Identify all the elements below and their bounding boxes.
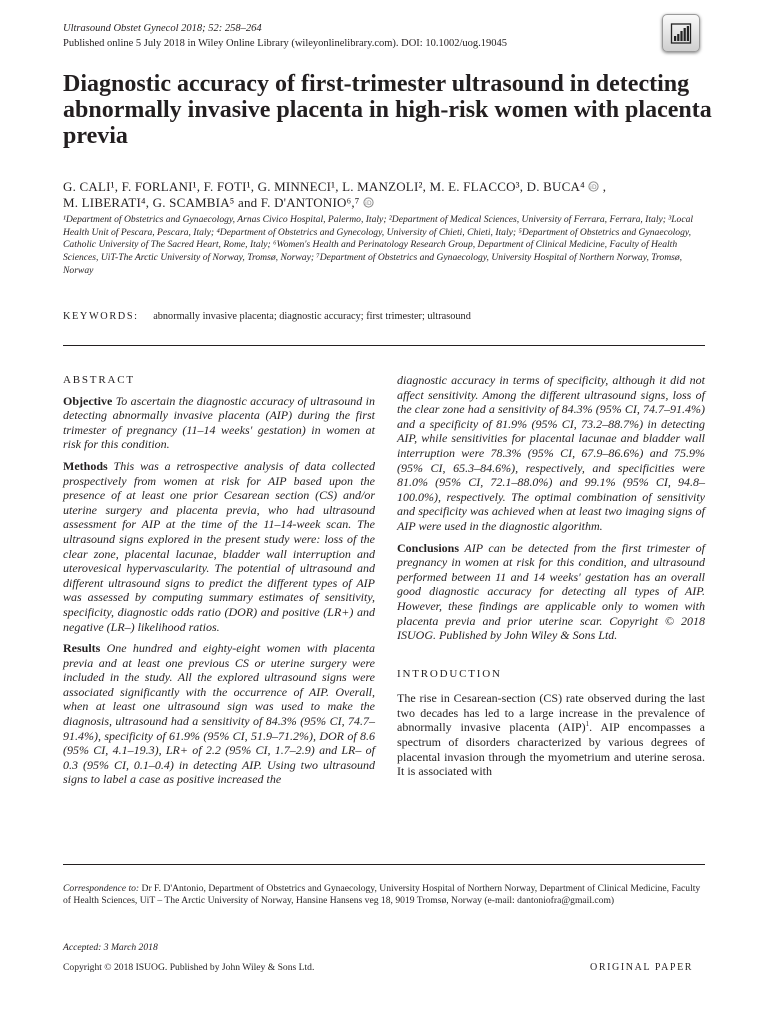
- authors-line-2-text: M. LIBERATI⁴, G. SCAMBIA⁵ and F. D'ANTONIO⁶,⁷: [63, 195, 360, 210]
- accepted-date: Accepted: 3 March 2018: [63, 942, 158, 953]
- introduction-text-continued: . AIP encompasses a spectrum of disorders characterized by various degrees of placental invasion through the myometrium and uterine serosa. It is associated with: [397, 720, 705, 779]
- svg-text:iD: iD: [365, 200, 372, 207]
- abstract-results: [63, 641, 375, 787]
- keywords: [63, 310, 708, 323]
- affiliations: ¹Department of Obstetrics and Gynaecology, Arnas Civico Hospital, Palermo, Italy; ²Department of Medical Sciences, University of Ferrara, Ferrara, Italy; ³Local Health Unit of Pescara, Pescara, Italy; ⁴Department of Obstetrics and Gynecology, University of Chieti, Chieti, Italy; ⁵Department of Obstetrics and Gynaecology, Catholic University of The Sacred Heart, Rome, Italy; ⁶Women's Health and Perinatology Research Group, Department of Clinical Medicine, Faculty of Health Sciences, UiT-The Arctic University of Norway, Tromsø, Norway; ⁷Department of Obstetrics and Gynaecology, University Hospital of Northern Norway, Tromsø, Norway: [63, 214, 694, 276]
- objective-label: Objective: [63, 393, 113, 408]
- results-text-left: One hundred and eighty-eight women with placenta previa and at least one previous CS or uterine surgery were included in the study. All the explored ultrasound signs were associated significantly with the occurrence of AIP. Overall, when at least one ultrasound sign was used to make the diagnosis, ultrasound had a sensitivity of 84.3% (95% CI, 74.7–91.4%), specificity of 61.9% (95% CI, 51.9–71.2%), DOR of 8.6 (95% CI, 4.1–19.3), LR+ of 2.2 (95% CI, 1.7–2.9) and LR– of 0.3 (95% CI, 0.1–0.4) in detecting AIP. Using two ultrasound signs to label a case as positive increased the: [63, 641, 376, 787]
- abstract-results-continued: diagnostic accuracy in terms of specificity, although it did not affect sensitivity. Among the different ultrasound signs, loss of the clear zone had a sensitivity of 84.3% (95% CI, 74.7–91.4%) and a specificity of 81.9% (95% CI, 73.2–88.7%) in detecting AIP, while sensitivities for placental lacunae and bladder wall interruption were 78.3% (95% CI, 67.9–86.6%) and 75.9% (95% CI, 65.3–84.6%), respectively, and specificities were 81.0% (95% CI, 72.1–88.0%) and 99.1% (95% CI, 94.8–100.0%), respectively. The optimal combination of sensitivity and specificity was achieved when at least two imaging signs of AIP were used in the diagnostic algorithm.: [397, 373, 705, 533]
- authors-line-1-text: G. CALI¹, F. FORLANI¹, F. FOTI¹, G. MINNECI¹, L. MANZOLI², M. E. FLACCO³, D. BUCA⁴: [63, 179, 585, 194]
- bar-chart-icon[interactable]: [662, 14, 700, 52]
- author-list: [63, 179, 713, 211]
- conclusions-text: AIP can be detected from the first trimester of pregnancy in women at risk for this condition, and ultrasound performed between 11 and 14 weeks' gestation has an overall good diagnostic accuracy for detecting all types of AIP. However, these findings are applicable only to women with placenta previa and prior uterine scar. Copyright © 2018 ISUOG. Published by John Wiley & Sons Ltd.: [397, 540, 705, 643]
- right-column: [397, 373, 705, 779]
- orcid-icon[interactable]: [363, 197, 374, 208]
- conclusions-label: Conclusions: [397, 540, 460, 555]
- article-type: ORIGINAL PAPER: [590, 962, 694, 973]
- introduction-text: The rise in Cesarean-section (CS) rate observed during the last two decades has led to a large increase in the prevalence of abnormally invasive placenta (AIP): [397, 691, 705, 735]
- correspondence: [63, 883, 708, 907]
- introduction-heading: INTRODUCTION: [397, 667, 502, 680]
- left-column: [63, 373, 375, 787]
- reference-citation[interactable]: 1: [585, 720, 590, 729]
- authors-line-1: G. CALI¹, F. FORLANI¹, F. FOTI¹, G. MINNECI¹, L. MANZOLI², M. E. FLACCO³, D. BUCA⁴ iD ,: [63, 179, 607, 194]
- abstract-conclusions: [397, 541, 705, 643]
- article-title: Diagnostic accuracy of first-trimester ultrasound in detecting abnormally invasive placenta in high-risk women with placenta previa: [63, 71, 712, 149]
- abstract-heading: ABSTRACT: [63, 374, 135, 386]
- publication-info: Published online 5 July 2018 in Wiley Online Library (wileyonlinelibrary.com). DOI: 10.1002/uog.19045: [63, 38, 508, 49]
- orcid-icon[interactable]: [588, 181, 599, 192]
- introduction-paragraph: [397, 691, 705, 779]
- correspondence-label: Correspondence to:: [63, 883, 140, 894]
- section-divider: [63, 345, 705, 346]
- abstract-methods: [63, 459, 375, 634]
- methods-text: This was a retrospective analysis of data collected prospectively from women at risk for AIP based upon the presence of at least one prior Cesarean section (CS) and/or uterine surgery and placenta previa, who had ultrasound assessment for AIP at the time of the 11–14-week scan. The ultrasound signs explored in the present study were: loss of the clear zone, placental lacunae, bladder wall interruption and uterovesical hypervascularity. The potential of ultrasound and different ultrasound signs to predict the different types of AIP was assessed by computing summary estimates of sensitivity, specificity, diagnostic odds ratio (DOR) and positive (LR+) and negative (LR–) likelihood ratios.: [63, 458, 376, 634]
- keywords-list: abnormally invasive placenta; diagnostic accuracy; first trimester; ultrasound: [153, 311, 471, 322]
- journal-citation: Ultrasound Obstet Gynecol 2018; 52: 258–264: [63, 23, 262, 34]
- svg-text:iD: iD: [590, 184, 598, 191]
- results-label: Results: [63, 641, 101, 656]
- bar-chart-icon-graphic: [663, 15, 699, 51]
- keywords-label: KEYWORDS:: [63, 311, 139, 322]
- abstract-objective: [63, 394, 375, 452]
- methods-label: Methods: [63, 458, 108, 473]
- correspondence-text: Dr F. D'Antonio, Department of Obstetrics and Gynaecology, University Hospital of Northern Norway, Department of Clinical Medicine, Faculty of Health Sciences, UiT – The Arctic University of Norway, Hansine Hansens veg 18, 9019 Tromsø, Norway (e-mail: dantoniofra@gmail.com): [63, 883, 701, 906]
- objective-text: To ascertain the diagnostic accuracy of ultrasound in detecting abnormally invasive placenta (AIP) during the first trimester of pregnancy (11–14 weeks' gestation) in women at risk for this condition.: [63, 393, 376, 452]
- footer-divider: [63, 864, 705, 865]
- authors-line-2: [63, 195, 713, 211]
- copyright-notice: Copyright © 2018 ISUOG. Published by John Wiley & Sons Ltd.: [63, 962, 315, 973]
